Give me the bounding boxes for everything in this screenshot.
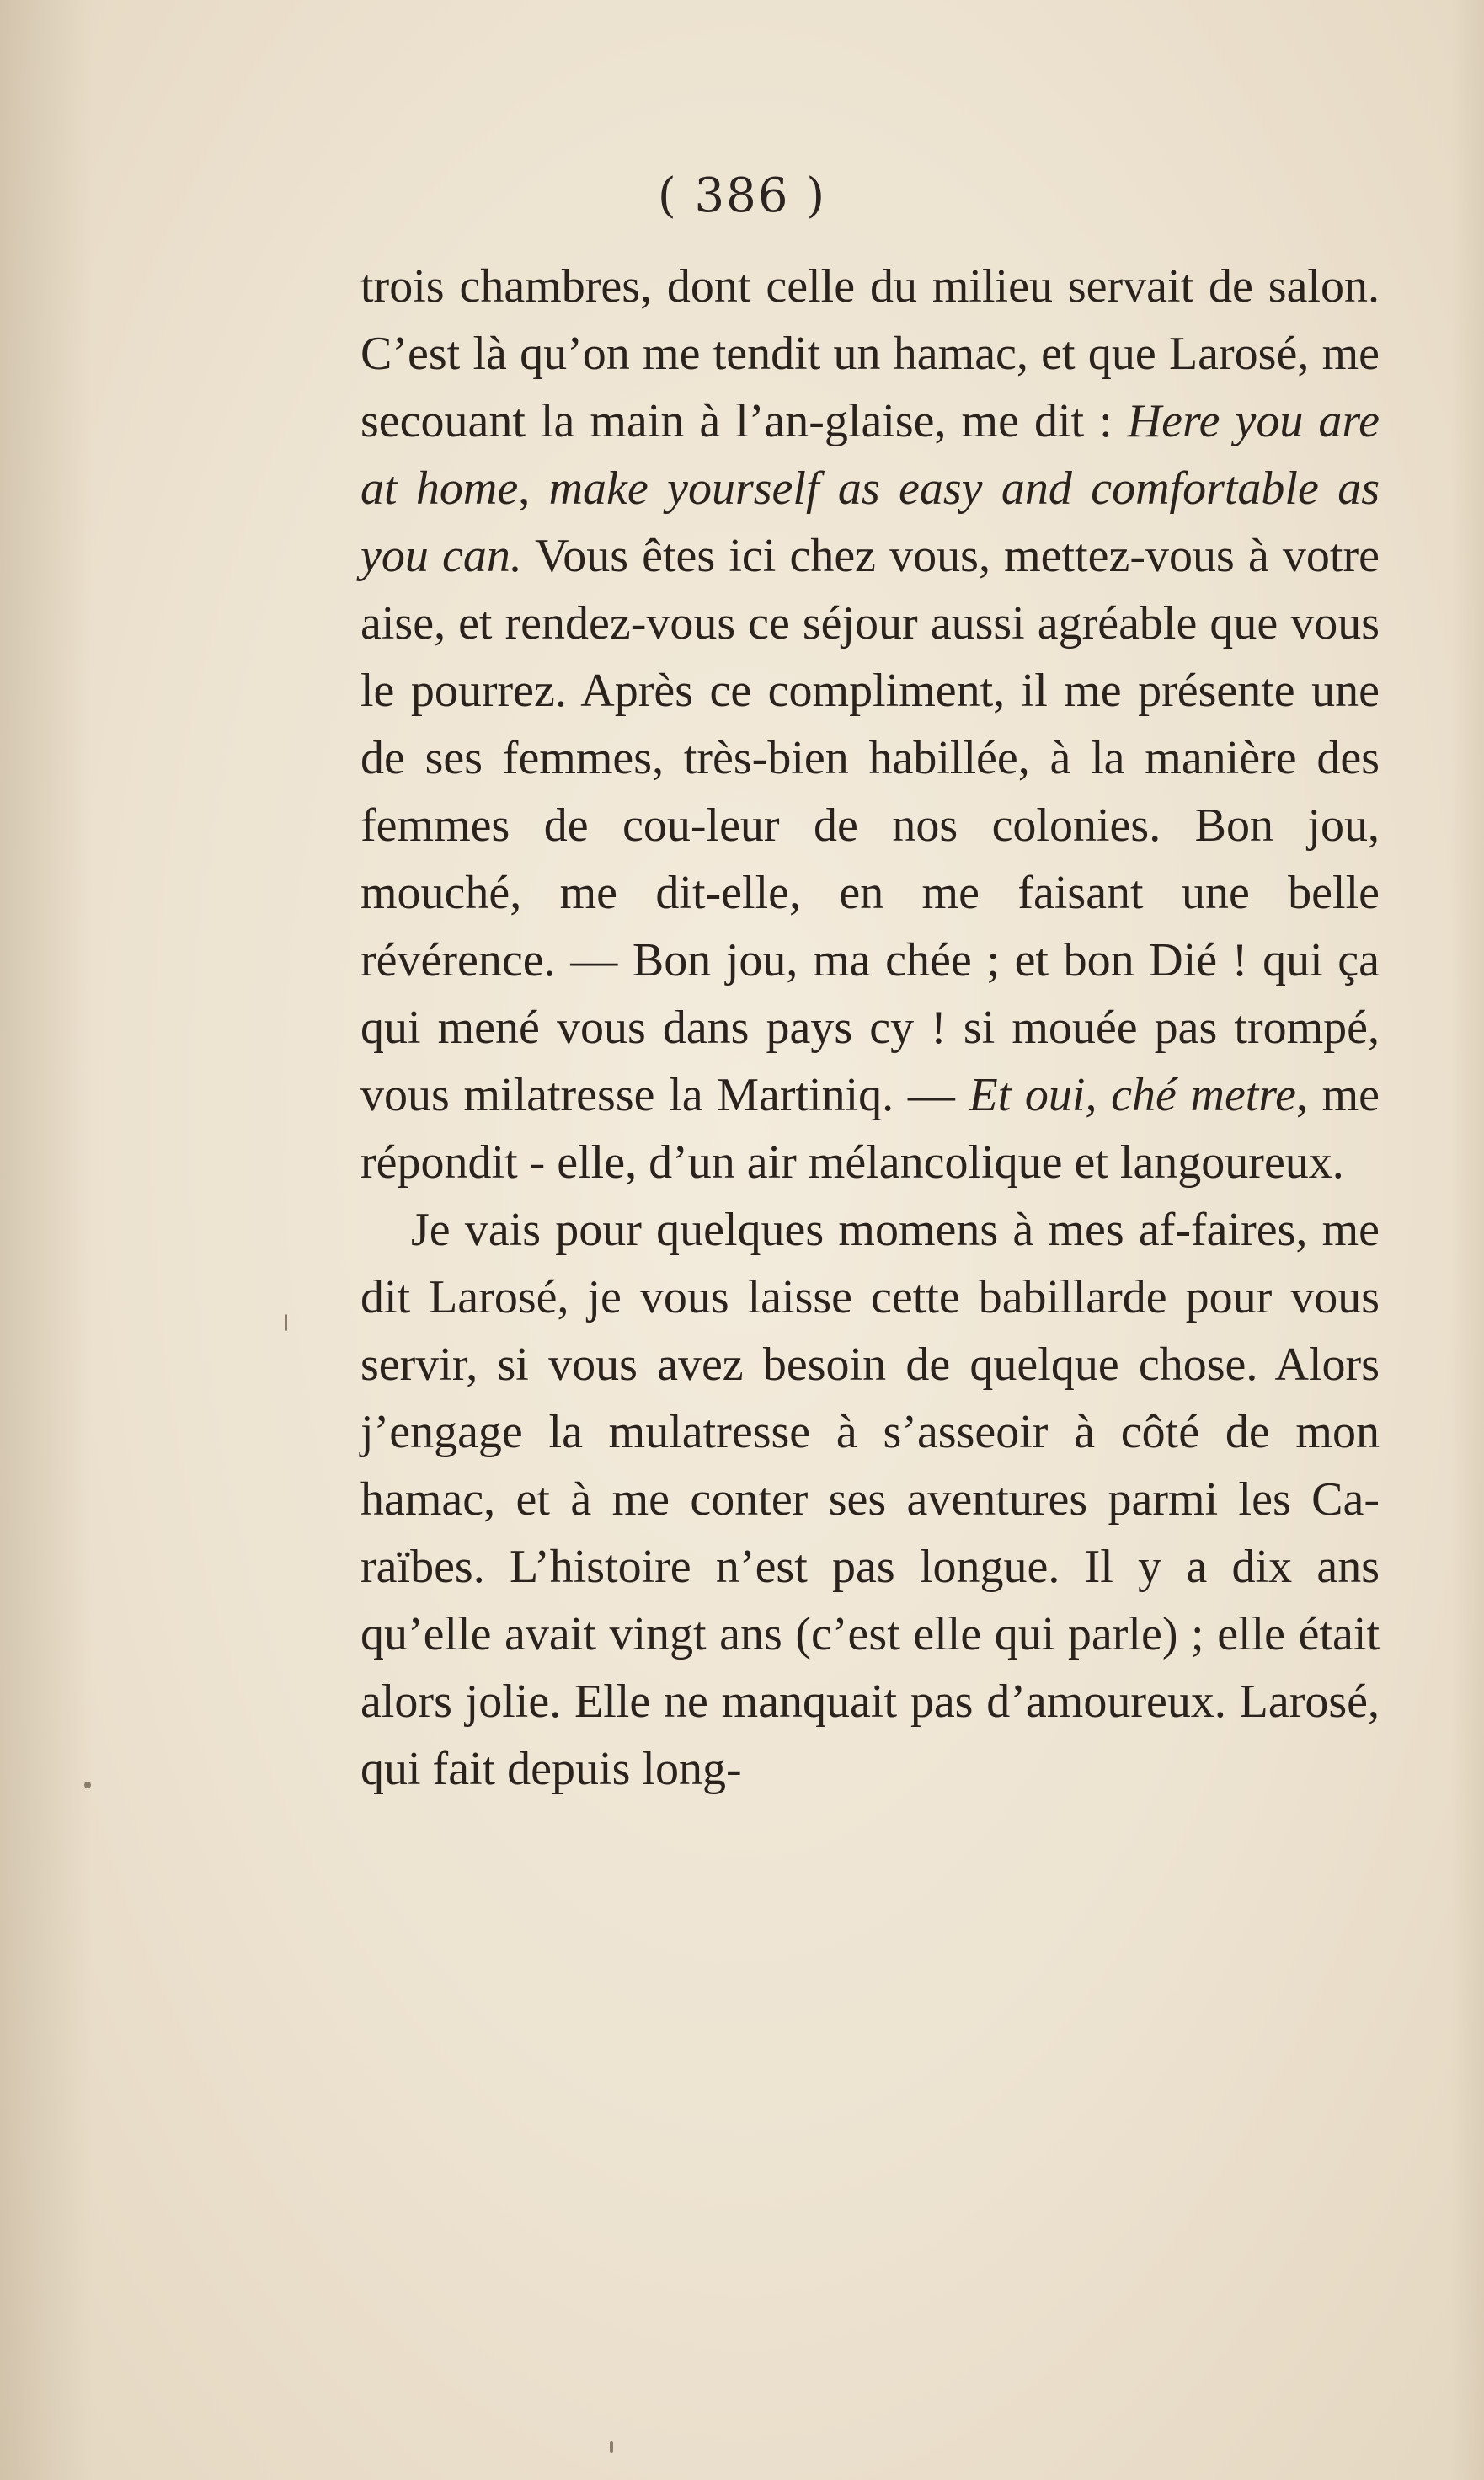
- italic-text-run: Here you are at home: [360, 395, 1380, 515]
- paper-speck: [84, 1782, 91, 1788]
- paper-speck: [285, 1314, 287, 1331]
- text-run: , me répondit - elle, d’un air mélancolique et langoureux.: [360, 1069, 1380, 1189]
- paragraph-1: [360, 253, 1380, 1196]
- body-text: [360, 253, 1380, 1803]
- paragraph-2: Je vais pour quelques momens à mes af-faires, me dit Larosé, je vous laisse cette babillarde pour vous servir, si vous avez besoin de quelque chose. Alors j’engage la mulatresse à s’asseoir à côté de mon hamac, et à me conter ses aventures parmi les Ca-raïbes. L’histoire n’est pas longue. Il y a dix ans qu’elle avait vingt ans (c’est elle qui parle) ; elle était alors jolie. Elle ne manquait pas d’amoureux. Larosé, qui fait depuis long-: [360, 1204, 1380, 1795]
- page-number: ( 386 ): [657, 168, 827, 223]
- italic-text-run: Et oui, ché metre: [969, 1069, 1296, 1121]
- page-edge-shadow: [1450, 0, 1484, 2480]
- spine-shadow: [0, 0, 93, 2480]
- text-run: ,: [518, 462, 549, 515]
- text-run: trois chambres, dont celle du milieu servait de salon. C’est là qu’on me tendit un hamac, et que Larosé, me secouant la main à l’an-glaise, me dit :: [360, 260, 1380, 447]
- italic-text-run: make yourself as easy and comfortable as you can.: [360, 462, 1380, 582]
- text-run: Vous êtes ici chez vous, mettez-vous à votre aise, et rendez-vous ce séjour aussi agréable que vous le pourrez. Après ce compliment, il me présente une de ses femmes, très-bien habillée, à la manière des femmes de cou-leur de nos colonies. Bon jou, mouché, me dit-elle, en me faisant une belle révérence. — Bon jou, ma chée ; et bon Dié ! qui ça qui mené vous dans pays cy ! si mouée pas trompé, vous milatresse la Martiniq. —: [360, 530, 1380, 1121]
- paper-speck: [610, 2441, 613, 2453]
